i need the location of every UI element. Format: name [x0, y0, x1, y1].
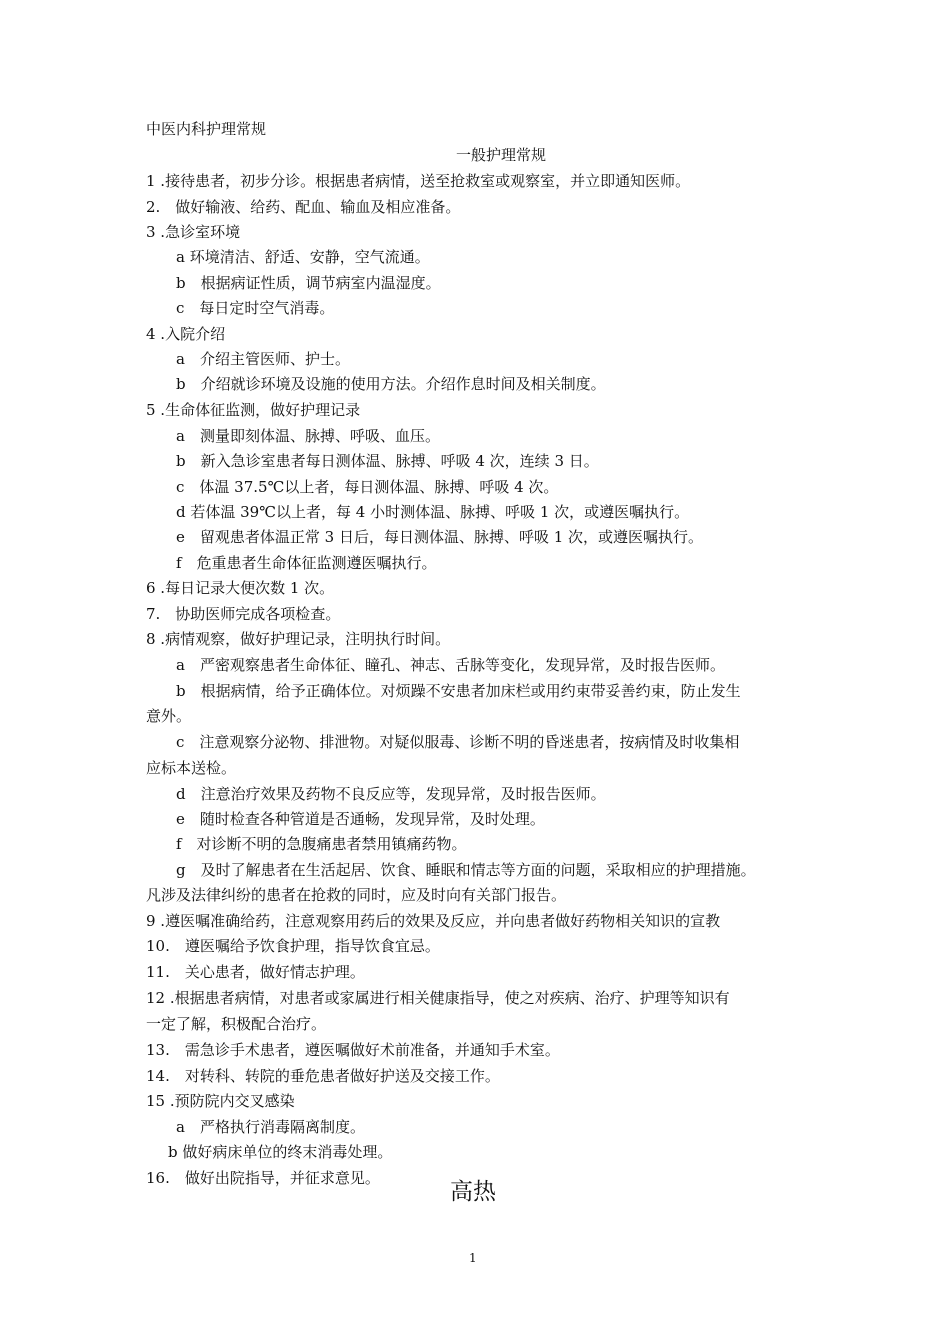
- list-item: 1 .接待患者，初步分诊。根据患者病情，送至抢救室或观察室，并立即通知医师。: [146, 172, 691, 190]
- next-section-heading: 高热: [450, 1179, 496, 1205]
- list-item: 13. 需急诊手术患者，遵医嘱做好术前准备，并通知手术室。: [146, 1041, 560, 1059]
- list-item: 7. 协助医师完成各项检查。: [146, 605, 341, 623]
- list-item: 9 .遵医嘱准确给药，注意观察用药后的效果及反应，并向患者做好药物相关知识的宣教: [146, 912, 721, 930]
- list-item: 5 .生命体征监测，做好护理记录: [146, 401, 361, 419]
- list-item: 6 .每日记录大便次数 1 次。: [146, 579, 335, 597]
- list-subitem-continuation: 意外。: [146, 707, 192, 725]
- list-subitem: b 介绍就诊环境及设施的使用方法。介绍作息时间及相关制度。: [176, 375, 606, 393]
- section-title: 一般护理常规: [456, 146, 547, 164]
- list-subitem: g 及时了解患者在生活起居、饮食、睡眠和情志等方面的问题，采取相应的护理措施。: [176, 861, 756, 879]
- list-item: 4 .入院介绍: [146, 325, 226, 343]
- list-subitem: c 注意观察分泌物、排泄物。对疑似服毒、诊断不明的昏迷患者，按病情及时收集相: [176, 733, 740, 751]
- list-item: 14. 对转科、转院的垂危患者做好护送及交接工作。: [146, 1067, 500, 1085]
- list-subitem: f 危重患者生命体征监测遵医嘱执行。: [176, 554, 437, 572]
- list-item: 12 .根据患者病情，对患者或家属进行相关健康指导，使之对疾病、治疗、护理等知识有: [146, 989, 730, 1007]
- list-subitem: b 根据病情，给予正确体位。对烦躁不安患者加床栏或用约束带妥善约束，防止发生: [176, 682, 741, 700]
- page-number: 1: [469, 1251, 477, 1265]
- list-item-continuation: 一定了解，积极配合治疗。: [146, 1015, 327, 1033]
- list-item: 10. 遵医嘱给予饮食护理，指导饮食宜忌。: [146, 937, 440, 955]
- list-subitem-continuation: 凡涉及法律纠纷的患者在抢救的同时，应及时向有关部门报告。: [146, 886, 567, 904]
- list-item: 15 .预防院内交叉感染: [146, 1092, 295, 1110]
- list-subitem: e 留观患者体温正常 3 日后，每日测体温、脉搏、呼吸 1 次，或遵医嘱执行。: [176, 528, 704, 546]
- list-subitem: f 对诊断不明的急腹痛患者禁用镇痛药物。: [176, 835, 467, 853]
- list-item: 2. 做好输液、给药、配血、输血及相应准备。: [146, 198, 461, 216]
- list-subitem: e 随时检查各种管道是否通畅，发现异常，及时处理。: [176, 810, 545, 828]
- document-title: 中医内科护理常规: [146, 120, 267, 138]
- list-item: 3 .急诊室环境: [146, 223, 241, 241]
- list-subitem: d 注意治疗效果及药物不良反应等，发现异常，及时报告医师。: [176, 785, 606, 803]
- list-subitem: a 环境清洁、舒适、安静，空气流通。: [176, 248, 430, 266]
- list-subitem: c 体温 37.5℃以上者，每日测体温、脉搏、呼吸 4 次。: [176, 478, 559, 496]
- list-subitem: a 严密观察患者生命体征、瞳孔、神志、舌脉等变化，发现异常，及时报告医师。: [176, 656, 725, 674]
- list-item: 11. 关心患者，做好情志护理。: [146, 963, 365, 981]
- list-subitem: a 严格执行消毒隔离制度。: [176, 1118, 365, 1136]
- list-subitem: a 介绍主管医师、护士。: [176, 350, 350, 368]
- list-subitem: b 做好病床单位的终末消毒处理。: [168, 1143, 393, 1161]
- list-subitem: b 新入急诊室患者每日测体温、脉搏、呼吸 4 次，连续 3 日。: [176, 452, 599, 470]
- list-item: 8 .病情观察，做好护理记录，注明执行时间。: [146, 630, 451, 648]
- list-subitem: b 根据病证性质，调节病室内温湿度。: [176, 274, 441, 292]
- list-subitem-continuation: 应标本送检。: [146, 759, 237, 777]
- list-subitem: a 测量即刻体温、脉搏、呼吸、血压。: [176, 427, 440, 445]
- list-item: 16. 做好出院指导，并征求意见。: [146, 1169, 380, 1187]
- list-subitem: c 每日定时空气消毒。: [176, 299, 335, 317]
- list-subitem: d 若体温 39℃以上者，每 4 小时测体温、脉搏、呼吸 1 次，或遵医嘱执行。: [176, 503, 690, 521]
